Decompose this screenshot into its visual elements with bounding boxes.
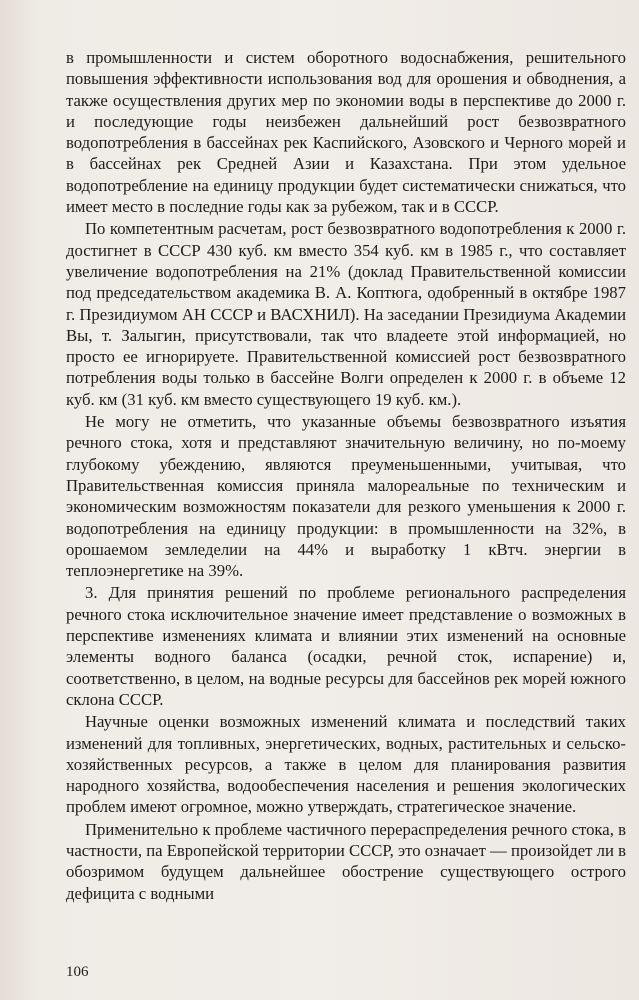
page-number: 106 [66, 964, 89, 980]
paragraph-6: Применительно к проблеме частичного перераспределения речного стока, в частности, па Европейской территории СССР, это означает — произойдет ли в обозримом будущем дальнейшее обострение существующего острого дефицита с водными [66, 819, 626, 903]
paragraph-2: По компетентным расчетам, рост безвозвратного водопотребления к 2000 г. достигнет в СССР 430 куб. км вместо 354 куб. км в 1985 г., что составляет увеличение водопотребления на 21% (доклад Правительственной комиссии под председательством академика В. А. Коптюга, одобренный в октябре 1987 г. Президиумом АН СССР и ВАСХНИЛ). На заседании Президиума Академии Вы, т. Залыгин, присутствовали, так что владеете этой информацией, но просто ее игнорируете. Правительственной комиссией рост безвозвратного потребления воды только в бассейне Волги определен к 2000 г. в объеме 12 куб. км (31 куб. км вместо существующего 19 куб. км.). [66, 219, 626, 409]
paragraph-4: 3. Для принятия решений по проблеме регионального распределения речного стока исключительное значение имеет представление о возможных в перспективе изменениях климата и влиянии этих изменений на основные элементы водного баланса (осадки, речной сток, испарение) и, соответственно, в целом, на водные ресурсы для бассейнов рек морей южного склона СССР. [66, 583, 626, 709]
paragraph-3: Не могу не отметить, что указанные объемы безвозвратного изъятия речного стока, хотя и представляют значительную величину, но по-моему глубокому убеждению, являются преуменьшенными, учитывая, что Правительственная комиссия приняла малореальные по техническим и экономическим возможностям показатели для резкого уменьшения к 2000 г. водопотребления на единицу продукции: в промышленности на 32%, в орошаемом земледелии на 44% и выработку 1 кВтч. энергии в теплоэнергетике на 39%. [66, 412, 626, 581]
paragraph-5: Научные оценки возможных изменений климата и последствий таких изменений для топливных, энергетических, водных, растительных и сельско-хозяйственных ресурсов, а также в целом для планирования развития народного хозяйства, водообеспечения населения и решения экологических проблем имеют огромное, можно утверждать, стратегическое значение. [66, 712, 626, 817]
paragraph-1: в промышленности и систем оборотного водоснабжения, решительного повышения эффективности использования вод для орошения и обводнения, а также осуществления других мер по экономии воды в перспективе до 2000 г. и последующие годы неизбежен дальнейший рост безвозвратного водопотребления в бассейнах рек Каспийского, Азовского и Черного морей и в бассейнах рек Средней Азии и Казахстана. При этом удельное водопотребление на единицу продукции будет систематически снижаться, что имеет место в последние годы как за рубежом, так и в СССР. [66, 48, 626, 217]
body-text [66, 47, 626, 904]
